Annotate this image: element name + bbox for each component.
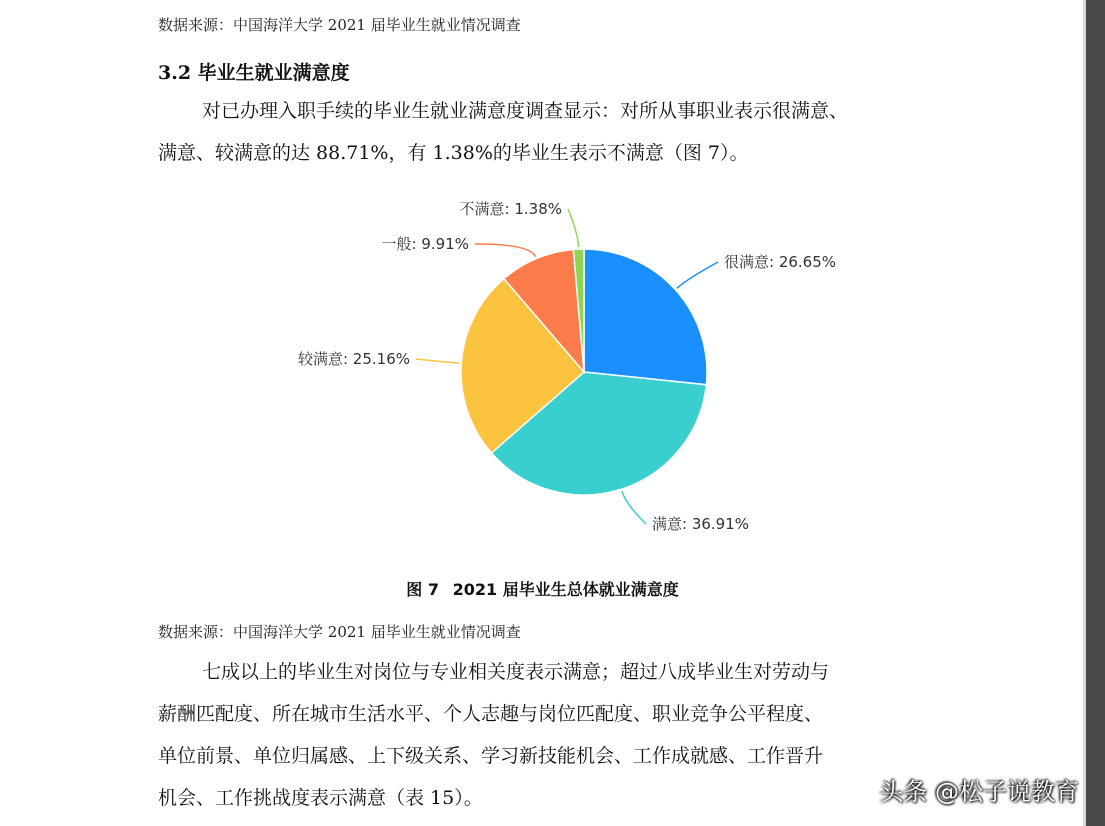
paragraph-line: 单位前景、单位归属感、上下级关系、学习新技能机会、工作成就感、工作晋升: [158, 745, 824, 767]
viewer-side-panel: [1083, 0, 1105, 826]
figure-number: 图 7: [406, 580, 440, 599]
satisfaction-pie-chart: [0, 190, 1085, 570]
pie-label-1: 满意: 36.91%: [652, 515, 750, 533]
watermark: 头条 @松子说教育: [879, 778, 1079, 806]
paragraph-line: 对已办理入职手续的毕业生就业满意度调查显示：对所从事职业表示很满意、: [202, 100, 849, 122]
pie-slices: [461, 249, 707, 495]
data-source-note-top: 数据来源：中国海洋大学 2021 届毕业生就业情况调查: [158, 16, 521, 34]
leader-line-3: [475, 244, 536, 257]
leader-line-1: [622, 491, 646, 524]
paragraph-job-relevance: [158, 651, 938, 819]
paragraph-line: 机会、工作挑战度表示满意（表 15）。: [158, 787, 483, 809]
pie-label-3: 一般: 9.91%: [381, 235, 469, 253]
paragraph-line: 满意、较满意的达 88.71%，有 1.38%的毕业生表示不满意（图 7）。: [158, 142, 749, 164]
pie-slice-0: [584, 249, 707, 385]
pie-label-2: 较满意: 25.16%: [297, 350, 410, 368]
figure-title: 2021 届毕业生总体就业满意度: [452, 580, 679, 599]
paragraph-line: 薪酬匹配度、所在城市生活水平、个人志趣与岗位匹配度、职业竞争公平程度、: [158, 703, 824, 725]
data-source-note-bottom: 数据来源：中国海洋大学 2021 届毕业生就业情况调查: [158, 623, 521, 641]
paragraph-satisfaction: [158, 90, 938, 174]
paragraph-line: 七成以上的毕业生对岗位与专业相关度表示满意；超过八成毕业生对劳动与: [202, 661, 830, 683]
leader-line-4: [568, 209, 579, 247]
leader-line-2: [416, 359, 459, 363]
figure-caption: [0, 577, 1085, 600]
pie-label-0: 很满意: 26.65%: [724, 253, 837, 271]
section-heading: 3.2 毕业生就业满意度: [158, 62, 350, 84]
pie-label-4: 不满意: 1.38%: [459, 200, 562, 218]
leader-line-0: [677, 262, 718, 288]
